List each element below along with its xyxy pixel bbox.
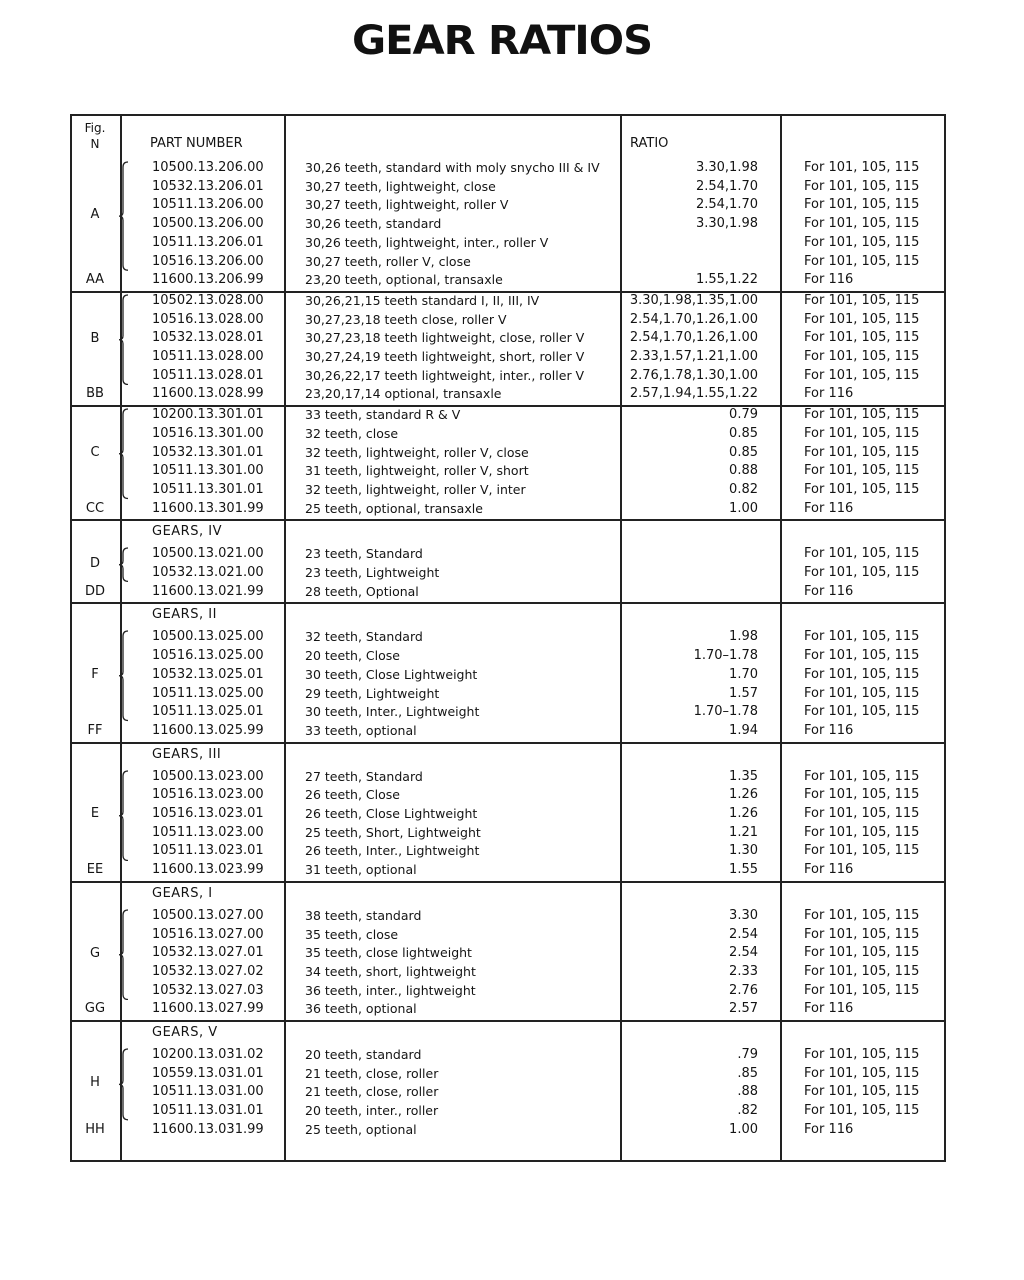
ratio-value: 0.88	[729, 463, 758, 479]
section-divider	[70, 602, 946, 604]
description: 30,27,23,18 teeth lightweight, close, roller V	[305, 330, 585, 346]
application: For 101, 105, 115	[804, 1047, 920, 1062]
part-number: 10511.13.028.00	[152, 349, 264, 364]
application: For 101, 105, 115	[804, 824, 920, 840]
part-number-header: PART NUMBER	[150, 136, 243, 151]
part-number: 10516.13.206.00	[152, 253, 264, 269]
application: For 101, 105, 115	[804, 160, 920, 175]
application: For 116	[804, 583, 854, 599]
part-number: 10511.13.025.00	[152, 685, 264, 701]
section-divider	[70, 519, 946, 521]
part-number: 10532.13.301.01	[152, 444, 264, 460]
description: 31 teeth, optional	[305, 862, 417, 878]
ratio-value: 1.57	[729, 685, 758, 701]
application: For 101, 105, 115	[804, 666, 920, 682]
part-number: 10500.13.027.00	[152, 907, 264, 923]
group-title: GEARS, I	[152, 885, 213, 901]
application: For 101, 105, 115	[804, 216, 920, 232]
description: 27 teeth, Standard	[305, 768, 423, 784]
part-number: 10511.13.206.00	[152, 197, 264, 213]
fig-label: B	[90, 330, 100, 346]
ratio-value: 1.94	[729, 722, 758, 738]
fig-label: A	[90, 207, 100, 223]
application: For 101, 105, 115	[804, 481, 920, 497]
application: For 116	[804, 862, 854, 878]
description: 25 teeth, Short, Lightweight	[305, 824, 481, 840]
description: 30,26 teeth, standard with moly snycho III & IV	[305, 160, 600, 175]
application: For 101, 105, 115	[804, 704, 920, 720]
application: For 101, 105, 115	[804, 311, 920, 327]
description: 20 teeth, standard	[305, 1047, 422, 1062]
column-divider	[284, 114, 286, 1162]
ratio-value: 1.55,1.22	[695, 272, 758, 288]
column-divider	[620, 114, 622, 1162]
application: For 116	[804, 1121, 854, 1137]
ratio-value: 1.26	[729, 806, 758, 821]
page-title: GEAR RATIOS	[351, 18, 653, 64]
ratio-value: 2.57,1.94,1.55,1.22	[629, 386, 758, 402]
ratio-value: 0.85	[729, 425, 758, 441]
description: 29 teeth, Lightweight	[305, 685, 440, 701]
part-number: 10511.13.023.00	[152, 824, 264, 840]
section-divider	[70, 1020, 946, 1022]
description: 23 teeth, Lightweight	[305, 565, 440, 580]
ratio-value: .85	[737, 1065, 758, 1081]
application: For 101, 105, 115	[804, 234, 920, 250]
application: For 101, 105, 115	[804, 349, 920, 364]
ratio-value: 3.30,1.98	[695, 216, 758, 232]
part-number: 10511.13.028.01	[152, 367, 264, 383]
description: 32 teeth, close	[305, 425, 399, 441]
ratio-value: 3.30,1.98	[695, 160, 758, 175]
fig-label: HH	[85, 1121, 105, 1137]
description: 35 teeth, close lightweight	[305, 945, 472, 961]
ratio-value: .88	[737, 1084, 758, 1100]
description: 30,27,24,19 teeth lightweight, short, roller V	[305, 349, 585, 364]
part-number: 10500.13.206.00	[152, 216, 264, 232]
ratio-value: 1.55	[729, 862, 758, 878]
ratio-value: 2.54	[729, 926, 758, 942]
application: For 101, 105, 115	[804, 806, 920, 821]
table-right-border	[944, 114, 946, 1162]
description: 30,26 teeth, standard	[305, 216, 442, 232]
part-number: 10532.13.027.02	[152, 963, 264, 979]
group-title: GEARS, III	[152, 746, 222, 762]
description: 30,27 teeth, lightweight, close	[305, 178, 496, 194]
description: 31 teeth, lightweight, roller V, short	[305, 463, 529, 479]
application: For 101, 105, 115	[804, 546, 920, 562]
application: For 101, 105, 115	[804, 648, 920, 664]
description: 26 teeth, Inter., Lightweight	[305, 843, 480, 859]
application: For 101, 105, 115	[804, 629, 920, 645]
fig-label: E	[90, 806, 100, 822]
description: 36 teeth, optional	[305, 1001, 417, 1017]
section-divider	[70, 742, 946, 744]
description: 30,26 teeth, lightweight, inter., roller V	[305, 234, 549, 250]
group-title: GEARS, II	[152, 607, 217, 623]
description: 23,20 teeth, optional, transaxle	[305, 272, 503, 288]
description: 21 teeth, close, roller	[305, 1065, 439, 1081]
ratio-value: 1.21	[729, 824, 758, 840]
part-number: 10516.13.025.00	[152, 648, 264, 664]
description: 36 teeth, inter., lightweight	[305, 982, 476, 998]
application: For 101, 105, 115	[804, 330, 920, 346]
fig-label: FF	[87, 722, 103, 738]
part-number: 10511.13.025.01	[152, 704, 264, 720]
application: For 101, 105, 115	[804, 843, 920, 859]
ratio-value: 2.76	[729, 982, 758, 998]
ratio-value: 2.33	[729, 963, 758, 979]
part-number: 10532.13.025.01	[152, 666, 264, 682]
application: For 116	[804, 386, 854, 402]
ratio-value: 1.35	[729, 768, 758, 784]
part-number: 10516.13.028.00	[152, 311, 264, 327]
fig-header	[70, 120, 120, 152]
column-divider	[780, 114, 782, 1162]
description: 28 teeth, Optional	[305, 583, 419, 599]
application: For 101, 105, 115	[804, 963, 920, 979]
ratio-value: 3.30	[729, 907, 758, 923]
description: 32 teeth, lightweight, roller V, inter	[305, 481, 526, 497]
application: For 101, 105, 115	[804, 565, 920, 580]
part-number: 10511.13.031.00	[152, 1084, 264, 1100]
description: 32 teeth, lightweight, roller V, close	[305, 444, 529, 460]
fig-label: BB	[86, 386, 104, 402]
application: For 116	[804, 272, 854, 288]
gear-ratio-table	[70, 114, 946, 1162]
description: 35 teeth, close	[305, 926, 399, 942]
part-number: 10516.13.027.00	[152, 926, 264, 942]
application: For 101, 105, 115	[804, 444, 920, 460]
description: 33 teeth, optional	[305, 722, 417, 738]
ratio-value: 2.54,1.70	[695, 197, 758, 213]
application: For 101, 105, 115	[804, 197, 920, 213]
part-number: 10502.13.028.00	[152, 292, 264, 308]
fig-label: GG	[84, 1001, 106, 1017]
application: For 101, 105, 115	[804, 367, 920, 383]
part-number: 11600.13.028.99	[152, 386, 264, 402]
table-bottom-border	[70, 1160, 946, 1162]
part-number: 10532.13.027.03	[152, 982, 264, 998]
ratio-value: 2.54	[729, 945, 758, 961]
application: For 101, 105, 115	[804, 787, 920, 803]
part-number: 11600.13.206.99	[152, 272, 264, 288]
part-number: 10532.13.206.01	[152, 178, 264, 194]
application: For 101, 105, 115	[804, 425, 920, 441]
ratio-value: 1.30	[729, 843, 758, 859]
ratio-value: 1.70	[729, 666, 758, 682]
part-number: 11600.13.031.99	[152, 1121, 264, 1137]
description: 20 teeth, Close	[305, 648, 400, 664]
table-top-border	[70, 114, 946, 116]
ratio-value: 0.82	[729, 481, 758, 497]
ratio-value: 2.54,1.70,1.26,1.00	[629, 330, 758, 346]
fig-label: CC	[85, 500, 105, 516]
ratio-value: 1.26	[729, 787, 758, 803]
application: For 101, 105, 115	[804, 982, 920, 998]
application: For 116	[804, 1001, 854, 1017]
section-divider	[70, 881, 946, 883]
group-title: GEARS, V	[152, 1025, 218, 1040]
part-number: 10516.13.023.01	[152, 806, 264, 821]
ratio-value: 1.98	[729, 629, 758, 645]
description: 25 teeth, optional	[305, 1121, 417, 1137]
description: 23,20,17,14 optional, transaxle	[305, 386, 502, 402]
fig-label: DD	[84, 583, 106, 599]
description: 30 teeth, Close Lightweight	[305, 666, 478, 682]
fig-header-line2: N	[90, 137, 100, 151]
description: 33 teeth, standard R & V	[305, 407, 461, 423]
part-number: 10516.13.301.00	[152, 425, 264, 441]
application: For 101, 105, 115	[804, 178, 920, 194]
part-number: 10500.13.206.00	[152, 160, 264, 175]
fig-label: H	[90, 1075, 100, 1091]
part-number: 10200.13.301.01	[152, 407, 264, 423]
application: For 101, 105, 115	[804, 1084, 920, 1100]
part-number: 10500.13.023.00	[152, 768, 264, 784]
application: For 116	[804, 500, 854, 516]
fig-label: D	[89, 556, 100, 571]
part-number: 11600.13.021.99	[152, 583, 264, 599]
description: 26 teeth, Close	[305, 787, 400, 803]
ratio-header: RATIO	[630, 136, 669, 151]
part-number: 10200.13.031.02	[152, 1047, 264, 1062]
ratio-value: 0.79	[729, 407, 758, 423]
part-number: 10532.13.028.01	[152, 330, 264, 346]
part-number: 11600.13.023.99	[152, 862, 264, 878]
description: 25 teeth, optional, transaxle	[305, 500, 483, 516]
part-number: 10500.13.025.00	[152, 629, 264, 645]
ratio-value: 2.76,1.78,1.30,1.00	[629, 367, 758, 383]
fig-header-line1: Fig.	[84, 121, 106, 135]
part-number: 10500.13.021.00	[152, 546, 264, 562]
description: 32 teeth, Standard	[305, 629, 423, 645]
part-number: 10532.13.027.01	[152, 945, 264, 961]
application: For 101, 105, 115	[804, 907, 920, 923]
ratio-value: 0.85	[729, 444, 758, 460]
part-number: 10511.13.301.00	[152, 463, 264, 479]
part-number: 10559.13.031.01	[152, 1065, 264, 1081]
description: 20 teeth, inter., roller	[305, 1103, 439, 1119]
part-number: 10532.13.021.00	[152, 565, 264, 580]
application: For 101, 105, 115	[804, 292, 920, 308]
application: For 101, 105, 115	[804, 945, 920, 961]
part-number: 11600.13.025.99	[152, 722, 264, 738]
application: For 101, 105, 115	[804, 926, 920, 942]
description: 23 teeth, Standard	[305, 546, 423, 562]
description: 21 teeth, close, roller	[305, 1084, 439, 1100]
ratio-value: 1.00	[729, 500, 758, 516]
application: For 101, 105, 115	[804, 1065, 920, 1081]
fig-label: C	[90, 444, 100, 460]
application: For 101, 105, 115	[804, 253, 920, 269]
fig-label: G	[89, 945, 101, 961]
description: 34 teeth, short, lightweight	[305, 963, 476, 979]
part-number: 10511.13.206.01	[152, 234, 264, 250]
part-number: 10516.13.023.00	[152, 787, 264, 803]
ratio-value: 2.54,1.70	[695, 178, 758, 194]
fig-label: AA	[85, 272, 105, 288]
part-number: 10511.13.301.01	[152, 481, 264, 497]
description: 26 teeth, Close Lightweight	[305, 806, 478, 821]
application: For 101, 105, 115	[804, 685, 920, 701]
application: For 101, 105, 115	[804, 407, 920, 423]
group-title: GEARS, IV	[152, 524, 222, 540]
part-number: 10511.13.023.01	[152, 843, 264, 859]
ratio-value: .79	[737, 1047, 758, 1062]
part-number: 11600.13.301.99	[152, 500, 264, 516]
application: For 101, 105, 115	[804, 1103, 920, 1119]
fig-label: F	[91, 667, 99, 683]
description: 30,27,23,18 teeth close, roller V	[305, 311, 507, 327]
description: 38 teeth, standard	[305, 907, 422, 923]
description: 30 teeth, Inter., Lightweight	[305, 704, 480, 720]
application: For 116	[804, 722, 854, 738]
ratio-value: 2.33,1.57,1.21,1.00	[629, 349, 758, 364]
application: For 101, 105, 115	[804, 463, 920, 479]
ratio-value: 1.70–1.78	[693, 704, 758, 720]
description: 30,27 teeth, lightweight, roller V	[305, 197, 509, 213]
description: 30,27 teeth, roller V, close	[305, 253, 471, 269]
ratio-value: 3.30,1.98,1.35,1.00	[629, 292, 758, 308]
description: 30,26,22,17 teeth lightweight, inter., roller V	[305, 367, 585, 383]
ratio-value: 1.70–1.78	[693, 648, 758, 664]
ratio-value: .82	[737, 1103, 758, 1119]
application: For 101, 105, 115	[804, 768, 920, 784]
ratio-value: 2.54,1.70,1.26,1.00	[629, 311, 758, 327]
ratio-value: 2.57	[729, 1001, 758, 1017]
fig-label: EE	[86, 862, 104, 878]
ratio-value: 1.00	[729, 1121, 758, 1137]
part-number: 10511.13.031.01	[152, 1103, 264, 1119]
part-number: 11600.13.027.99	[152, 1001, 264, 1017]
description: 30,26,21,15 teeth standard I, II, III, IV	[305, 292, 540, 308]
